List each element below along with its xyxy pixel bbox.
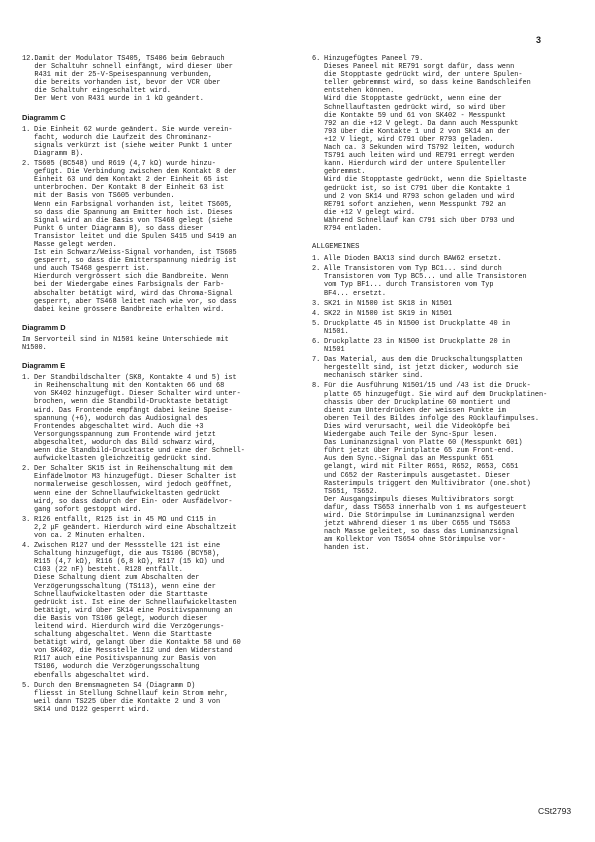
text-line: hergestellt sind, ist jetzt dicker, wodurch sie [324,364,519,373]
text-line: Transistor leitet und die Spulen S415 und S419 an [34,232,237,241]
item-text [324,265,580,297]
text-line: und C652 der Rasterimpuls ausgetastet. Dieser [324,471,511,480]
text-line: R117 auch eine Positivspannung zur Basis von [34,655,216,664]
list-item [22,542,303,680]
text-line: Punkt 6 unter Diagramm B), so dass dieser [34,224,204,233]
text-line: von SK402, die Messstelle 112 und den Widerstand [34,647,233,656]
left-column [22,55,303,716]
text-line: Diagramm B). [34,149,84,158]
text-line: gesperrt, aber TS468 leitet nach wie vor, so dass [34,297,237,306]
text-line: und auch TS468 gesperrt ist. [34,265,150,274]
item-text [34,55,303,104]
item-number: 5. [312,319,321,328]
text-line: mechanisch stärker sind. [324,372,424,381]
text-line: die Schaltuhr eingeschaltet wird. [34,87,171,96]
text-line: unterbrochen. Der Kontakt 8 der Einheit 63 ist [34,184,225,193]
text-line: Masse gelegt werden. [34,240,117,249]
text-line: bei der Wiedergabe eines Farbsignals der Farb- [34,281,225,290]
item-text [324,382,580,552]
text-line: wird. Die Störimpulse im Luminanzsignal werden [324,511,515,520]
text-line: N1501. [324,327,349,336]
text-line: Druckplatte 23 in N1500 ist Druckplatte 20 in [324,338,511,346]
text-line: ebenfalls abgeschaltet wird. [34,671,150,680]
item-text [324,310,580,318]
text-line: abschalter betätigt wird, wird das Chroma-Signal [34,289,233,298]
section-heading: Diagramm E [22,361,66,371]
text-line: Hinzugefügtes Paneel 79. [324,55,424,63]
text-line: TS605 (BC548) und R619 (4,7 kΩ) wurde hinzu- [34,160,216,169]
text-line: Transistoren vom Typ BC5... und alle Transistoren [324,273,527,282]
item-number: 1. [312,255,321,264]
paragraph [22,336,303,352]
item-number: 5. [22,681,31,690]
text-line: wird. Das Frontende empfängt dabei keine Speise- [34,406,233,415]
footer-code: CSt2793 [538,806,572,816]
text-line: Versorgungsspannung zum Frontende wird jetzt [34,430,216,439]
item-number: 6. [312,338,321,346]
text-line: fliesst in Stellung Schnellauf kein Strom mehr, [34,689,229,698]
list-item [312,320,580,336]
text-line: der Schaltuhr schnell einfängt, wird dieser über [34,63,233,72]
text-line: die +12 V gelegt wird. [324,208,415,217]
text-line: handen ist. [324,544,370,553]
item-number: 6. [312,55,321,63]
item-text [324,55,580,233]
text-line: leitend wird. Hierdurch wird die Verzögerungs- [34,623,225,631]
item-text [34,126,303,158]
text-line: gefügt. Die Verbindung zwischen dem Kontakt 8 der [34,168,237,177]
text-line: Damit der Modulator TS405, TS406 beim Gebrauch [34,55,225,63]
text-line: Schnellauftasten gedrückt wird, so wird über [324,103,506,112]
text-line: chassis über der Druckplatine 60 montiert und [324,398,511,407]
text-line: von SK402 hinzugefügt. Dieser Schalter wird unter- [34,390,241,399]
item-text [324,338,580,354]
text-line: SK21 in N1500 ist SK18 in N1501 [324,299,453,308]
text-line: TS651, TS652. [324,487,378,496]
text-line: abgeschaltet, wodurch das Bild schwarz wird, [34,438,216,447]
page-number: 3 [536,35,542,45]
text-line: Wenn ein Farbsignal vorhanden ist, leitet TS605, [34,200,233,209]
text-line: Der Standbildschalter (SK8, Kontakte 4 und 5) ist [34,374,237,383]
text-line: R115 (4,7 kΩ), R116 (6,8 kΩ), R117 (15 kΩ) und [34,558,225,567]
item-number: 8. [312,382,321,391]
text-line: C103 (22 nF) besteht. R128 entfällt. [34,566,183,575]
list-item [312,300,580,308]
text-line: kann. Hierdurch wird der untere Spulenteller [324,160,506,169]
list-item [22,126,303,158]
text-line: wenn eine der Schnellaufwickeltasten gedrückt [34,489,221,498]
text-line: TS791 auch leiten wird und RE791 erregt werden [324,152,515,161]
item-number: 4. [312,309,321,318]
item-text [34,160,303,314]
text-line: teller gebremmst wird, so dass keine Bandschleifen [324,79,531,88]
text-line: gebremmst. [324,168,366,177]
text-line: dabei keine grössere Bandbreite erhalten wird. [34,305,225,314]
item-number: 1. [22,374,31,383]
text-line: Zwischen R127 und der Messstelle 121 ist eine [34,542,221,551]
text-line: platte 65 hinzugefügt. Sie wird auf dem Druckplatinen- [324,390,548,399]
text-line: 2,2 μF geändert. Hierdurch wird eine Abschaltzeit [34,523,237,532]
section-heading: ALLGEMEINES [312,243,360,252]
item-text [34,682,303,714]
text-line: TS106, wodurch die Verzögerungsschaltung [34,663,200,672]
text-line: oberen Teil des Bildes infolge des Rücklaufimpulses. [324,414,540,423]
text-line: Alle Dioden BAX13 sind durch BAW62 ersetzt. [324,255,502,264]
text-line: dafür, dass TS653 innerhalb von 1 ms aufgesteuert [324,503,527,512]
text-line: und 2 von SK14 und R793 schon geladen und wird [324,192,515,201]
text-line: R431 mit der 25-V-Speisespannung verbunden, [34,71,213,80]
list-item [22,374,303,463]
item-number: 3. [312,299,321,308]
text-line: Rasterimpuls triggert den Multivibrator (one.shot) [324,479,531,488]
text-line: aufwickeltasten gleichzeitig gedrückt sind. [34,455,212,464]
text-line: so dass die Spannung am Emitter hoch ist. Dieses [34,208,233,217]
list-item [22,516,303,540]
item-text [34,516,303,540]
item-text [34,542,303,680]
text-line: BF4... ersetzt. [324,289,387,298]
text-line: die bereits vorhanden ist, bevor der VCR über [34,79,221,88]
text-line: Dies wird verursacht, weil die Videoköpfe bei [324,422,511,431]
section-heading: Diagramm C [22,112,66,122]
text-line: entstehen können. [324,87,395,96]
text-line: N1501 [324,346,345,355]
item-number: 2. [312,265,321,274]
text-line: N1500. [22,344,47,352]
list-item [22,55,303,104]
item-text [324,255,580,263]
text-line: Druckplatte 45 in N1500 ist Druckplatte 40 in [324,319,511,328]
item-number: 12. [22,55,35,63]
item-text [324,320,580,336]
list-item [312,310,580,318]
item-text [324,300,580,308]
text-line: die Kontakte 59 und 61 von SK402 - Messpunkt [324,111,506,120]
item-number: 7. [312,356,321,365]
item-number: 4. [22,542,31,551]
text-line: Dieses Paneel mit RE791 sorgt dafür, dass wenn [324,63,515,72]
item-number: 2. [22,160,31,169]
text-line: Die Einheit 62 wurde geändert. Sie wurde verein- [34,125,233,134]
text-line: Nach ca. 3 Sekunden wird TS792 leiten, wodurch [324,144,515,153]
text-line: am Kollektor von TS654 ohne Störimpulse vor- [324,536,506,545]
right-column [312,55,580,554]
text-line: gesperrt, so dass die Emitterspannung niedrig ist [34,257,237,266]
text-line: facht, wodurch die Laufzeit des Chrominanz- [34,133,212,142]
text-line: Frontendes abgeschaltet wird. Auch die +3 [34,422,204,431]
list-item [22,160,303,314]
item-text [324,356,580,380]
text-line: SK14 und D122 gesperrt wird. [34,705,150,714]
text-line: dient zum Unterdrücken der weissen Punkte im [324,406,506,415]
text-line: SK22 in N1500 ist SK19 in N1501 [324,309,453,318]
text-line: brochen, wenn die Standbild-Drucktaste betätigt [34,398,229,407]
text-line: vom Typ BF1... durch Transistoren vom Typ [324,281,494,290]
item-number: 1. [22,125,31,134]
text-line: Im Servorteil sind in N1501 keine Unterschiede mit [22,335,229,344]
text-line: Verzögerungsschaltung (TS113), wenn eine der [34,582,216,591]
text-line: Das Material, aus dem die Druckschaltungsplatten [324,356,523,365]
list-item [312,55,580,233]
text-line: signals verkürzt ist (siehe weiter Punkt 1 unter [34,141,233,150]
item-text [34,374,303,463]
text-line: Der Wert von R431 wurde in 1 kΩ geändert. [34,95,204,104]
text-line: Wiedergabe auch Teile der Sync-Spur lesen. [324,431,498,440]
text-line: gedrückt ist, so ist C791 über die Kontakte 1 [324,184,511,193]
text-line: Durch den Bremsmagneten S4 (Diagramm D) [34,681,196,690]
text-line: Hierdurch vergrössert sich die Bandbreite. Wenn [34,273,229,282]
text-line: Für die Ausführung N1501/15 und /43 ist die Druck- [324,382,531,391]
text-line: Schaltung hinzugefügt, die aus TS106 (BCY58), [34,550,221,559]
text-line: betätigt, wird über SK14 eine Positivspannung an [34,606,233,615]
list-item [312,382,580,552]
text-line: R126 entfällt, R125 ist in 45 MΩ und C115 in [34,515,216,524]
item-text [34,465,303,514]
list-item [312,255,580,263]
text-line: wenn die Standbild-Drucktaste und eine der Schnell- [34,447,245,456]
text-line: Aus dem Sync.-Signal das an Messpunkt 651 [324,455,494,464]
text-line: Wird die Stopptaste gedrückt, wenn die Spieltaste [324,176,527,185]
text-line: gang sofort gestoppt wird. [34,505,142,514]
text-line: wird, so dass dadurch der Ein- oder Ausfädelvor- [34,497,233,506]
list-item [312,265,580,297]
text-line: betätigt wird, gelangt über die Kontakte 58 und 60 [34,639,241,648]
text-line: Der Schalter SK15 ist in Reihenschaltung mit dem [34,465,233,474]
text-line: 793 über die Kontakte 1 und 2 von SK14 an der [324,127,511,136]
list-item [312,356,580,380]
list-item [22,682,303,714]
text-line: Einfädelmotor M3 hinzugefügt. Dieser Schalter ist [34,473,237,482]
text-line: spannung (+6), wodurch das Audiosignal des [34,414,208,423]
text-line: Diese Schaltung dient zum Abschalten der [34,574,200,583]
text-line: 792 an die +12 V gelegt. Da dann auch Messpunkt [324,119,519,128]
text-line: die Stopptaste gedrückt wird, der untere Spulen- [324,71,523,80]
text-line: die Basis von TS106 gelegt, wodurch dieser [34,614,208,623]
text-line: weil dann TS225 über die Kontakte 2 und 3 von [34,697,221,706]
text-line: Der Ausgangsimpuls dieses Multivibrators sorgt [324,495,515,504]
text-line: von ca. 2 Minuten erhalten. [34,531,146,540]
text-line: jetzt während dieser 1 ms über C655 und TS653 [324,520,511,529]
text-line: RE791 sofort anziehen, wenn Messpunkt 792 an [324,200,506,209]
text-line: führt jetzt über Printplatte 65 zum Front-end. [324,447,515,456]
text-line: R794 entladen. [324,224,382,233]
text-line: gelangt, wird mit Filter R651, R652, R653, C651 [324,463,519,472]
section-heading: Diagramm D [22,322,66,332]
text-line: schaltung abgeschaltet. Wenn die Starttaste [34,631,212,640]
item-number: 2. [22,465,31,474]
text-line: Das Luminanzsignal von Platte 60 (Messpunkt 601) [324,439,523,448]
text-line: normalerweise geschlossen, wird jedoch geöffnet, [34,481,233,490]
list-item [312,338,580,354]
text-line: nach Masse geleitet, so dass das Luminanzsignal [324,528,519,537]
text-line: mit der Basis von TS605 verbunden. [34,192,175,201]
text-line: in Reihenschaltung mit den Kontakten 66 und 68 [34,382,225,391]
text-line: Signal wird an die Basis von TS468 gelegt (siehe [34,216,233,225]
text-line: Wird die Stopptaste gedrückt, wenn eine der [324,95,502,104]
text-line: Während Schnellauf kan C791 sich über D793 und [324,216,515,225]
text-line: gedrückt ist. Ist eine der Schnellaufwickeltasten [34,598,237,607]
item-number: 3. [22,515,31,524]
text-line: Schnellaufwickeltasten oder die Starttaste [34,590,208,599]
text-line: Ist ein Schwarz/Weiss-Signal vorhanden, ist TS605 [34,249,237,258]
text-line: Alle Transistoren vom Typ BC1... sind durch [324,265,502,274]
text-line: Einheit 63 und dem Kontakt 2 der Einheit 65 ist [34,176,229,185]
list-item [22,465,303,514]
text-line: +12 V liegt, wird C791 über R793 geladen. [324,135,494,144]
